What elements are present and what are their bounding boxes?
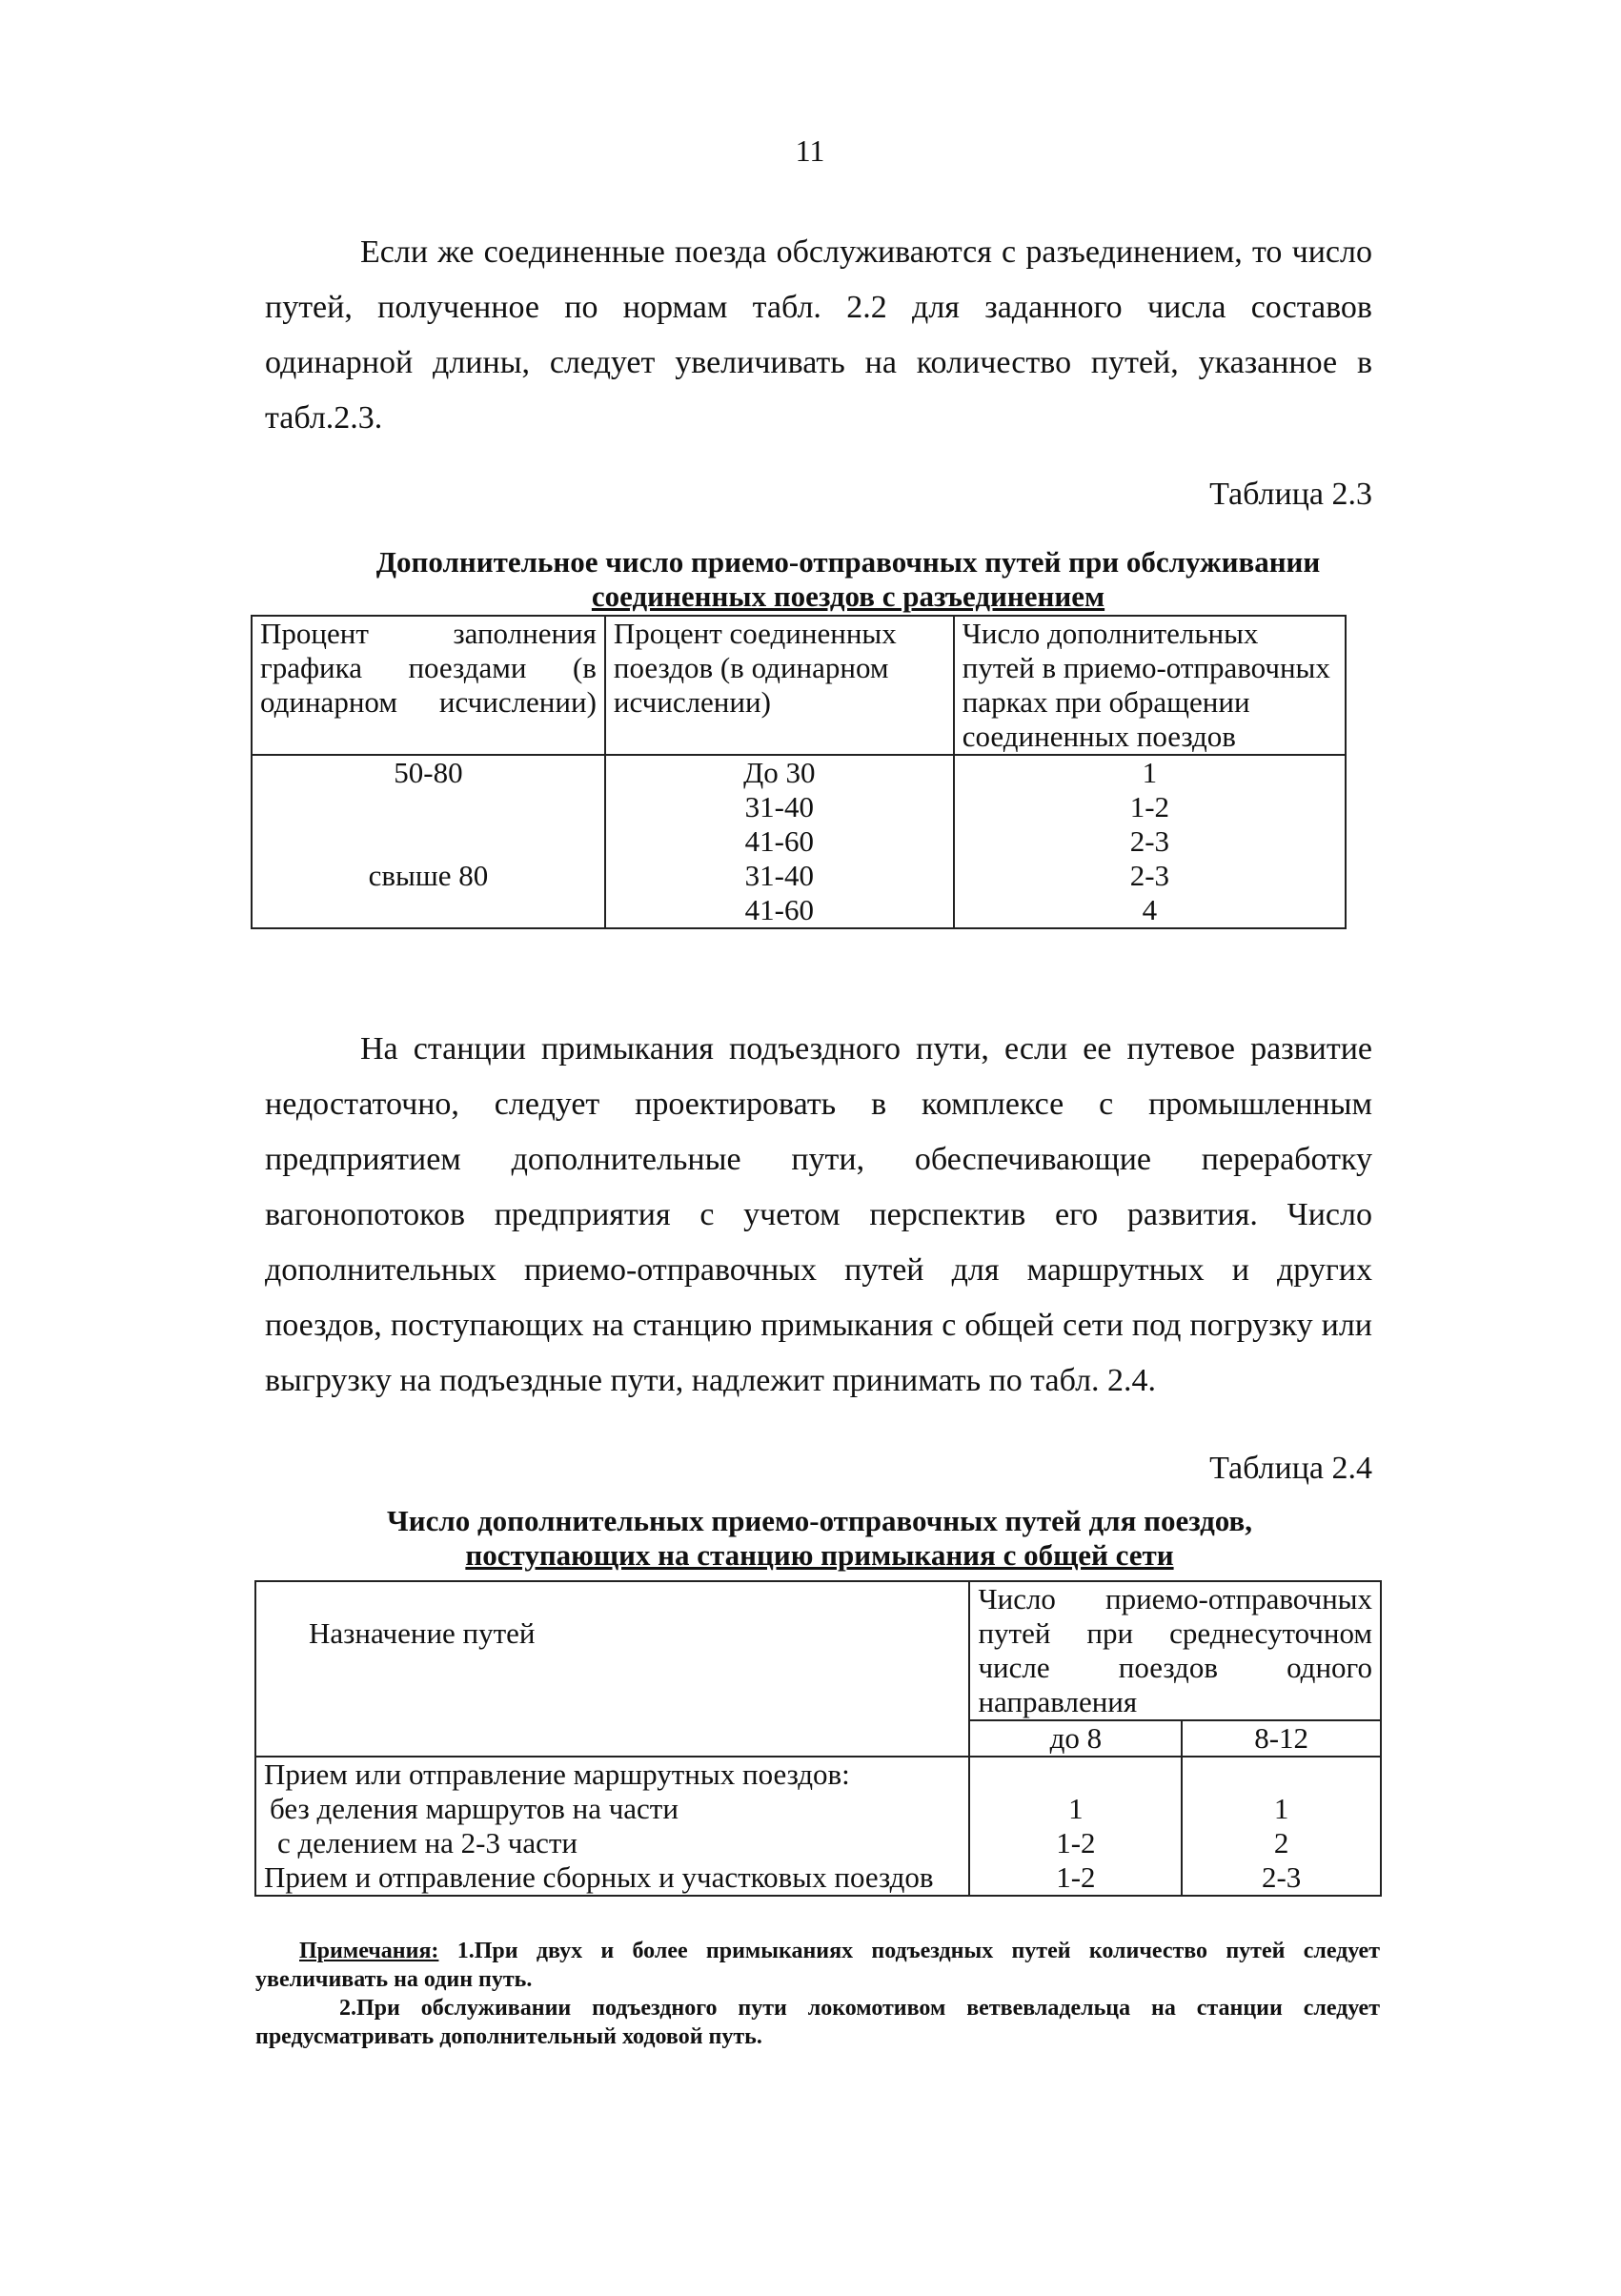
note-2: 2.При обслуживании подъездного пути локомотивом ветвевладельца на станции следует предусматривать дополнительный ходовой путь. [255, 1996, 1380, 2049]
table-cell [969, 1757, 1182, 1792]
table-cell [252, 893, 605, 928]
table-cell: с делением на 2-3 части [255, 1826, 969, 1860]
table-row [255, 1757, 1381, 1792]
table-2-4-subheader-8-12: 8-12 [1182, 1720, 1381, 1757]
table-cell: До 30 [605, 755, 954, 790]
table-cell: 1 [954, 755, 1346, 790]
table-2-3-title [314, 545, 1382, 614]
table-cell: 2 [1182, 1826, 1381, 1860]
table-2-4-notes [255, 1937, 1380, 2051]
table-2-4-subheader-up-to-8: до 8 [969, 1720, 1182, 1757]
table-cell: без деления маршрутов на части [255, 1792, 969, 1826]
table-2-3-caption: Таблица 2.3 [1209, 477, 1372, 512]
table-cell: 41-60 [605, 893, 954, 928]
table-cell [1182, 1757, 1381, 1792]
table-2-3-header-joined-percent: Процент соединенных поездов (в одинарном исчислении) [605, 616, 954, 755]
table-cell: 41-60 [605, 824, 954, 859]
table-cell: 1 [1182, 1792, 1381, 1826]
table-2-4-caption: Таблица 2.4 [1209, 1451, 1372, 1486]
table-2-3-title-line1: Дополнительное число приемо-отправочных путей при обслуживании [375, 545, 1321, 579]
table-cell: Прием и отправление сборных и участковых поездов [255, 1860, 969, 1896]
table-row [252, 893, 1346, 928]
table-cell [252, 790, 605, 824]
table-2-4-header-purpose: Назначение путей [255, 1581, 969, 1757]
paragraph-2: На станции примыкания подъездного пути, если ее путевое развитие недостаточно, следует проектировать в комплексе с промышленным предприятием дополнительные пути, обеспечивающие переработку вагонопотоков предприятия с учетом перспектив его развития. Число дополнительных приемо-отправочных путей для маршрутных и других поездов, поступающих на станцию примыкания с общей сети под погрузку или выгрузку на подъездные пути, надлежит принимать по табл. 2.4. [265, 1031, 1372, 1398]
table-2-4-header-group: Число приемо-отправочных путей при среднесуточном числе поездов одного направления [969, 1581, 1381, 1720]
table-cell: 1-2 [969, 1860, 1182, 1896]
table-cell: 31-40 [605, 859, 954, 893]
table-row [255, 1792, 1381, 1826]
paragraph-1: Если же соединенные поезда обслуживаются с разъединением, то число путей, полученное по нормам табл. 2.2 для заданного числа составов одинарной длины, следует увеличивать на количество путей, указанное в табл.2.3. [265, 234, 1372, 436]
notes-label: Примечания: [299, 1939, 439, 1963]
table-2-3-header-extra-tracks: Число дополнительных путей в приемо-отправочных парках при обращении соединенных поездов [954, 616, 1346, 755]
table-2-4-title-line2: поступающих на станцию примыкания с общей сети [465, 1538, 1174, 1572]
table-2-3-header-row [252, 616, 1346, 755]
table-2-4-title [295, 1504, 1344, 1573]
table-row [252, 790, 1346, 824]
table-2-4-header-row [255, 1581, 1381, 1720]
table-2-3 [251, 615, 1347, 929]
table-row [252, 824, 1346, 859]
table-2-4-title-line1: Число дополнительных приемо-отправочных путей для поездов, [386, 1504, 1253, 1537]
table-cell: 2-3 [1182, 1860, 1381, 1896]
note-1-text: 1.При двух и более примыканиях подъездных путей количество путей следует увеличивать на один путь. [255, 1939, 1381, 1992]
table-row [252, 859, 1346, 893]
note-1 [255, 1937, 1380, 1994]
table-cell: 2-3 [954, 824, 1346, 859]
table-cell: 50-80 [252, 755, 605, 790]
table-cell: 4 [954, 893, 1346, 928]
table-cell: 1 [969, 1792, 1182, 1826]
table-cell: 1-2 [969, 1826, 1182, 1860]
table-row [255, 1826, 1381, 1860]
table-2-3-header-fill-percent: Процент заполнения графика поездами (в одинарном исчислении) [252, 616, 605, 755]
table-cell: Прием или отправление маршрутных поездов: [255, 1757, 969, 1792]
table-cell: 1-2 [954, 790, 1346, 824]
table-cell [252, 824, 605, 859]
page-number: 11 [795, 133, 825, 168]
table-cell: 31-40 [605, 790, 954, 824]
table-2-4 [254, 1580, 1382, 1897]
table-cell: свыше 80 [252, 859, 605, 893]
table-row [255, 1860, 1381, 1896]
table-cell: 2-3 [954, 859, 1346, 893]
table-2-3-title-line2: соединенных поездов с разъединением [591, 579, 1105, 613]
table-row [252, 755, 1346, 790]
